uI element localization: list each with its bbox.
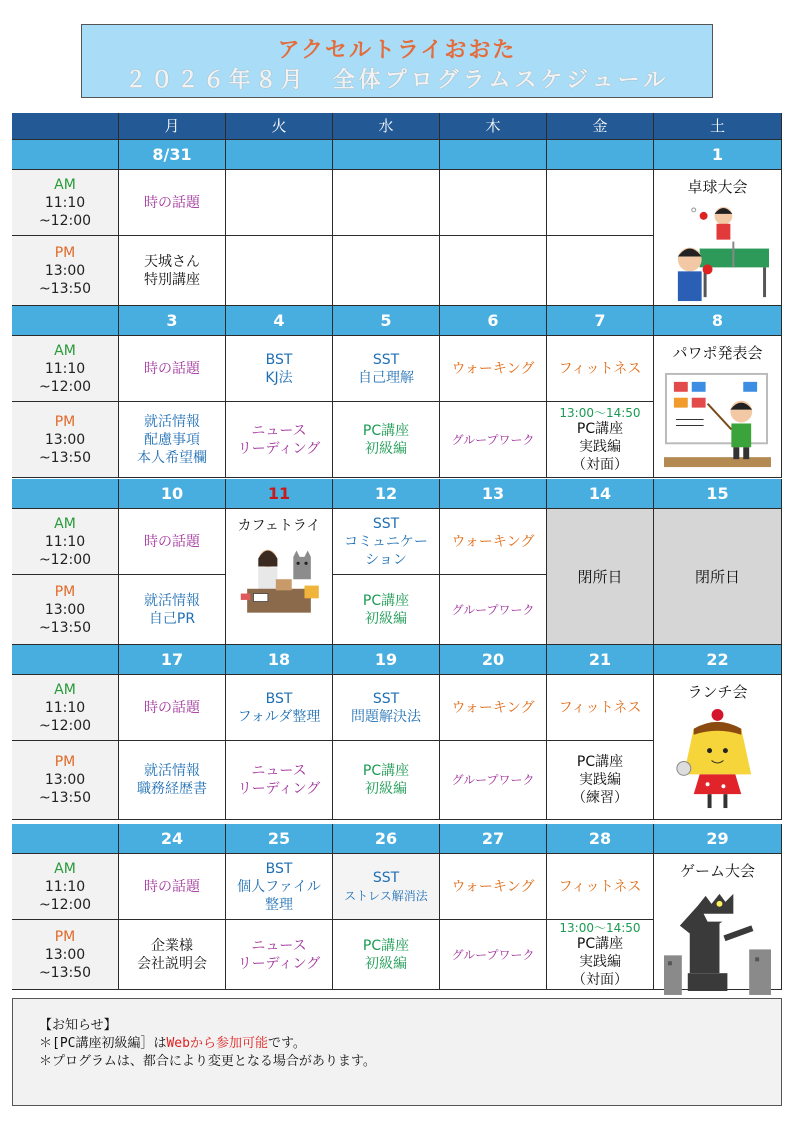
date-number: 13 — [481, 483, 505, 503]
pm-program — [119, 575, 226, 645]
saturday-event — [654, 854, 782, 990]
pm-program — [547, 236, 654, 306]
program-line: 自己PR — [148, 610, 196, 627]
time-label-am — [12, 854, 119, 920]
date-number: 20 — [481, 649, 505, 669]
program-line: PC講座 — [576, 754, 624, 770]
pm-program — [119, 920, 226, 990]
pm-fri-time: 13:00～14:50 — [559, 405, 641, 420]
date-cell — [119, 824, 226, 854]
am-end: ~12:00 — [38, 896, 92, 913]
weekday-header — [333, 113, 440, 140]
monster-illustration — [664, 886, 771, 995]
date-row-blank — [12, 140, 119, 170]
am-program — [119, 170, 226, 236]
time-label-am — [12, 509, 119, 575]
date-cell — [547, 306, 654, 336]
pm-tag: PM — [54, 928, 76, 945]
am-program — [119, 509, 226, 575]
notice-line-change: ＊プログラムは、都合により変更となる場合があります。 — [39, 1054, 376, 1069]
pm-program — [226, 236, 333, 306]
date-number: 11 — [267, 483, 291, 503]
program-line: （対面） — [572, 456, 628, 473]
am-tag: AM — [54, 860, 76, 877]
pm-program — [333, 575, 440, 645]
am-program — [547, 675, 654, 741]
am-tag: AM — [54, 681, 76, 698]
program-line: 時の話題 — [144, 360, 200, 377]
program-line: コミュニケー — [344, 533, 428, 550]
program-line: フィットネス — [558, 699, 642, 716]
notice-heading: 【お知らせ】 — [39, 1018, 117, 1033]
date-number: 29 — [706, 828, 729, 848]
program-line: ストレス解消法 — [344, 888, 428, 903]
pm-fri-time: 13:00～14:50 — [559, 920, 641, 935]
pm-program — [226, 920, 333, 990]
program-line: 時の話題 — [144, 533, 200, 550]
schedule-table — [12, 113, 782, 998]
program-line: グループワーク — [451, 947, 535, 962]
date-number: 5 — [380, 310, 392, 330]
date-number: 19 — [374, 649, 398, 669]
pm-tag: PM — [54, 583, 76, 600]
program-line: KJ法 — [265, 369, 293, 386]
saturday-event — [654, 336, 782, 478]
am-start: 11:10 — [44, 878, 86, 895]
date-number: 7 — [594, 310, 606, 330]
am-tag: AM — [54, 176, 76, 193]
date-number: 6 — [487, 310, 499, 330]
time-label-pm — [12, 575, 119, 645]
program-line: ウォーキング — [451, 360, 535, 377]
pm-program — [226, 741, 333, 820]
time-label-pm — [12, 402, 119, 478]
program-line: 実践編 — [579, 438, 621, 455]
am-program — [547, 336, 654, 402]
date-cell — [119, 140, 226, 170]
program-line: 就活情報 — [144, 763, 200, 779]
saturday-event-title: ゲーム大会 — [679, 862, 755, 880]
date-cell — [119, 306, 226, 336]
am-program — [333, 675, 440, 741]
date-number: 3 — [166, 310, 178, 330]
program-line: 実践編 — [579, 953, 621, 970]
weekday-label: 金 — [592, 117, 608, 135]
weekday-label: 月 — [164, 117, 180, 135]
date-number: 10 — [160, 483, 184, 503]
pm-program — [119, 236, 226, 306]
program-line: ション — [365, 551, 407, 568]
program-line: 就活情報 — [144, 413, 200, 430]
notice-line-web-pre: ＊[PC講座初級編］は — [39, 1036, 167, 1051]
date-cell — [226, 306, 333, 336]
time-label-am — [12, 170, 119, 236]
am-program — [547, 170, 654, 236]
weekday-header — [119, 113, 226, 140]
pm-start: 13:00 — [44, 262, 86, 279]
program-line: PC講座 — [576, 420, 624, 437]
am-program — [119, 675, 226, 741]
date-cell — [654, 140, 782, 170]
table-tennis-illustration — [664, 202, 771, 311]
date-number: 1 — [711, 144, 724, 164]
time-label-am — [12, 336, 119, 402]
am-program — [333, 336, 440, 402]
program-line: グループワーク — [451, 432, 535, 447]
am-tag: AM — [54, 342, 76, 359]
program-line: 本人希望欄 — [137, 449, 207, 466]
date-cell — [547, 824, 654, 854]
weekday-header — [440, 113, 547, 140]
program-line: フィットネス — [558, 878, 642, 895]
weekday-header — [654, 113, 782, 140]
program-line: PC講座 — [362, 422, 410, 439]
pm-program — [440, 575, 547, 645]
time-label-pm — [12, 920, 119, 990]
date-cell — [333, 140, 440, 170]
program-line: （練習） — [572, 790, 628, 806]
am-program — [440, 509, 547, 575]
date-cell — [654, 306, 782, 336]
date-number: 8/31 — [152, 144, 192, 164]
date-number: 15 — [706, 483, 729, 503]
title-banner — [81, 24, 713, 98]
pm-program — [440, 236, 547, 306]
notice-line-web — [39, 1035, 781, 1053]
program-line: SST — [372, 869, 400, 886]
facility-name: アクセルトライおおた — [277, 38, 517, 63]
am-program — [226, 170, 333, 236]
pm-program — [547, 920, 654, 990]
saturday-event-title: パワポ発表会 — [672, 344, 763, 362]
program-line: 時の話題 — [144, 699, 200, 716]
date-cell — [333, 645, 440, 675]
pm-program — [226, 402, 333, 478]
presentation-illustration — [664, 368, 771, 477]
weekday-label: 木 — [485, 117, 501, 135]
date-row-blank — [12, 306, 119, 336]
program-line: 天城さん — [144, 253, 200, 270]
date-cell — [547, 140, 654, 170]
program-line: PC講座 — [362, 592, 410, 609]
date-cell — [654, 824, 782, 854]
weekday-header — [547, 113, 654, 140]
date-cell — [440, 479, 547, 509]
saturday-event — [654, 170, 782, 306]
program-line: 時の話題 — [144, 878, 200, 895]
program-line: BST — [265, 860, 293, 877]
notice-web-highlight: Webから参加可能 — [166, 1036, 268, 1051]
program-line: BST — [265, 690, 293, 707]
program-line: ウォーキング — [451, 699, 535, 716]
cafe-cat-illustration — [236, 541, 322, 629]
pm-end: ~13:50 — [38, 964, 92, 981]
program-line: SST — [372, 690, 400, 707]
weekday-header-blank — [12, 113, 119, 140]
program-line: （対面） — [572, 971, 628, 988]
program-line: BST — [265, 351, 293, 368]
pm-program — [547, 741, 654, 820]
closed-label: 閉所日 — [694, 567, 740, 586]
am-program — [333, 854, 440, 920]
date-cell — [654, 479, 782, 509]
date-cell — [440, 306, 547, 336]
am-program — [333, 170, 440, 236]
program-line: 自己理解 — [358, 369, 414, 386]
am-end: ~12:00 — [38, 378, 92, 395]
date-cell — [440, 140, 547, 170]
pm-program — [333, 236, 440, 306]
program-line: 時の話題 — [144, 194, 200, 211]
date-number: 18 — [267, 649, 291, 669]
program-line: 会社説明会 — [137, 955, 207, 972]
program-line: 特別講座 — [144, 271, 200, 288]
am-end: ~12:00 — [38, 717, 92, 734]
closed-day — [654, 509, 782, 645]
date-cell — [119, 645, 226, 675]
am-program — [440, 675, 547, 741]
am-start: 11:10 — [44, 194, 86, 211]
pm-start: 13:00 — [44, 601, 86, 618]
pm-end: ~13:50 — [38, 790, 92, 806]
date-number: 12 — [374, 483, 398, 503]
am-start: 11:10 — [44, 360, 86, 377]
program-line: SST — [372, 515, 400, 532]
date-number: 25 — [267, 828, 291, 848]
date-number: 8 — [711, 310, 724, 330]
am-program — [440, 854, 547, 920]
date-cell — [226, 824, 333, 854]
date-row-blank — [12, 645, 119, 675]
program-line: 初級編 — [365, 955, 407, 972]
closed-label: 閉所日 — [577, 567, 623, 586]
time-label-am — [12, 675, 119, 741]
program-line: 初級編 — [365, 610, 407, 627]
program-line: PC講座 — [576, 935, 624, 952]
pm-tag: PM — [54, 244, 76, 261]
pm-program — [119, 402, 226, 478]
am-program — [333, 509, 440, 575]
program-line: 初級編 — [365, 440, 407, 457]
am-program — [119, 336, 226, 402]
date-cell — [547, 645, 654, 675]
date-cell — [440, 824, 547, 854]
date-cell — [226, 140, 333, 170]
am-program — [119, 854, 226, 920]
pm-end: ~13:50 — [38, 619, 92, 636]
am-tag: AM — [54, 515, 76, 532]
date-number: 27 — [481, 828, 505, 848]
am-program — [226, 336, 333, 402]
pm-end: ~13:50 — [38, 280, 92, 297]
pm-program — [440, 402, 547, 478]
pm-program — [440, 741, 547, 820]
date-cell — [654, 645, 782, 675]
weekday-label: 水 — [378, 117, 394, 135]
am-end: ~12:00 — [38, 212, 92, 229]
pm-program — [333, 741, 440, 820]
program-line: 実践編 — [579, 772, 621, 788]
date-cell — [226, 479, 333, 509]
date-row-blank — [12, 479, 119, 509]
program-line: 企業様 — [151, 937, 193, 954]
am-program — [440, 336, 547, 402]
date-cell — [333, 479, 440, 509]
am-program — [547, 854, 654, 920]
tue-event-cell — [226, 509, 333, 645]
pm-program — [333, 402, 440, 478]
pm-program — [119, 741, 226, 820]
date-cell — [440, 645, 547, 675]
pm-tag: PM — [54, 754, 76, 770]
pudding-illustration — [664, 707, 771, 816]
program-line: 個人ファイル — [237, 878, 321, 895]
am-program — [440, 170, 547, 236]
program-line: ウォーキング — [451, 533, 535, 550]
program-line: 職務経歴書 — [137, 781, 207, 797]
saturday-event-title: ランチ会 — [687, 683, 748, 701]
closed-day — [547, 509, 654, 645]
pm-tag: PM — [54, 413, 76, 430]
am-start: 11:10 — [44, 699, 86, 716]
program-line: 就活情報 — [144, 592, 200, 609]
date-cell — [119, 479, 226, 509]
program-line: PC講座 — [362, 937, 410, 954]
weekday-header — [226, 113, 333, 140]
date-number: 24 — [160, 828, 184, 848]
weekday-label: 火 — [271, 117, 287, 135]
program-line: ニュース — [251, 763, 307, 779]
notice-box — [12, 998, 782, 1106]
time-label-pm — [12, 236, 119, 306]
time-label-pm — [12, 741, 119, 820]
am-program — [226, 854, 333, 920]
schedule-title: ２０２６年８月 全体プログラムスケジュール — [124, 68, 670, 93]
date-row-blank — [12, 824, 119, 854]
program-line: リーディング — [237, 781, 321, 797]
program-line: リーディング — [237, 440, 321, 457]
am-program — [226, 675, 333, 741]
weekday-label: 土 — [709, 117, 725, 135]
date-number: 21 — [588, 649, 612, 669]
program-line: ウォーキング — [451, 878, 535, 895]
date-number: 26 — [374, 828, 398, 848]
date-number: 4 — [273, 310, 285, 330]
am-end: ~12:00 — [38, 551, 92, 568]
notice-line-web-post: です。 — [267, 1036, 306, 1051]
program-line: 初級編 — [365, 781, 407, 797]
pm-start: 13:00 — [44, 772, 86, 788]
am-start: 11:10 — [44, 533, 86, 550]
date-cell — [226, 645, 333, 675]
pm-start: 13:00 — [44, 946, 86, 963]
pm-end: ~13:50 — [38, 449, 92, 466]
program-line: 整理 — [265, 896, 293, 913]
date-cell — [333, 306, 440, 336]
program-line: ニュース — [251, 937, 307, 954]
program-line: フィットネス — [558, 360, 642, 377]
date-cell — [547, 479, 654, 509]
date-number: 14 — [588, 483, 612, 503]
program-line: グループワーク — [451, 773, 535, 787]
pm-start: 13:00 — [44, 431, 86, 448]
pm-program — [333, 920, 440, 990]
saturday-event-title: 卓球大会 — [687, 178, 748, 196]
pm-program — [440, 920, 547, 990]
program-line: PC講座 — [362, 763, 410, 779]
program-line: SST — [372, 351, 400, 368]
tue-event-title: カフェトライ — [237, 518, 321, 534]
program-line: フォルダ整理 — [237, 708, 321, 725]
program-line: 問題解決法 — [351, 708, 421, 725]
program-line: リーディング — [237, 955, 321, 972]
pm-program — [547, 402, 654, 478]
date-number: 28 — [588, 828, 612, 848]
date-cell — [333, 824, 440, 854]
program-line: ニュース — [251, 422, 307, 439]
saturday-event — [654, 675, 782, 820]
program-line: グループワーク — [451, 602, 535, 617]
date-number: 22 — [706, 649, 729, 669]
date-number: 17 — [160, 649, 184, 669]
program-line: 配慮事項 — [144, 431, 200, 448]
